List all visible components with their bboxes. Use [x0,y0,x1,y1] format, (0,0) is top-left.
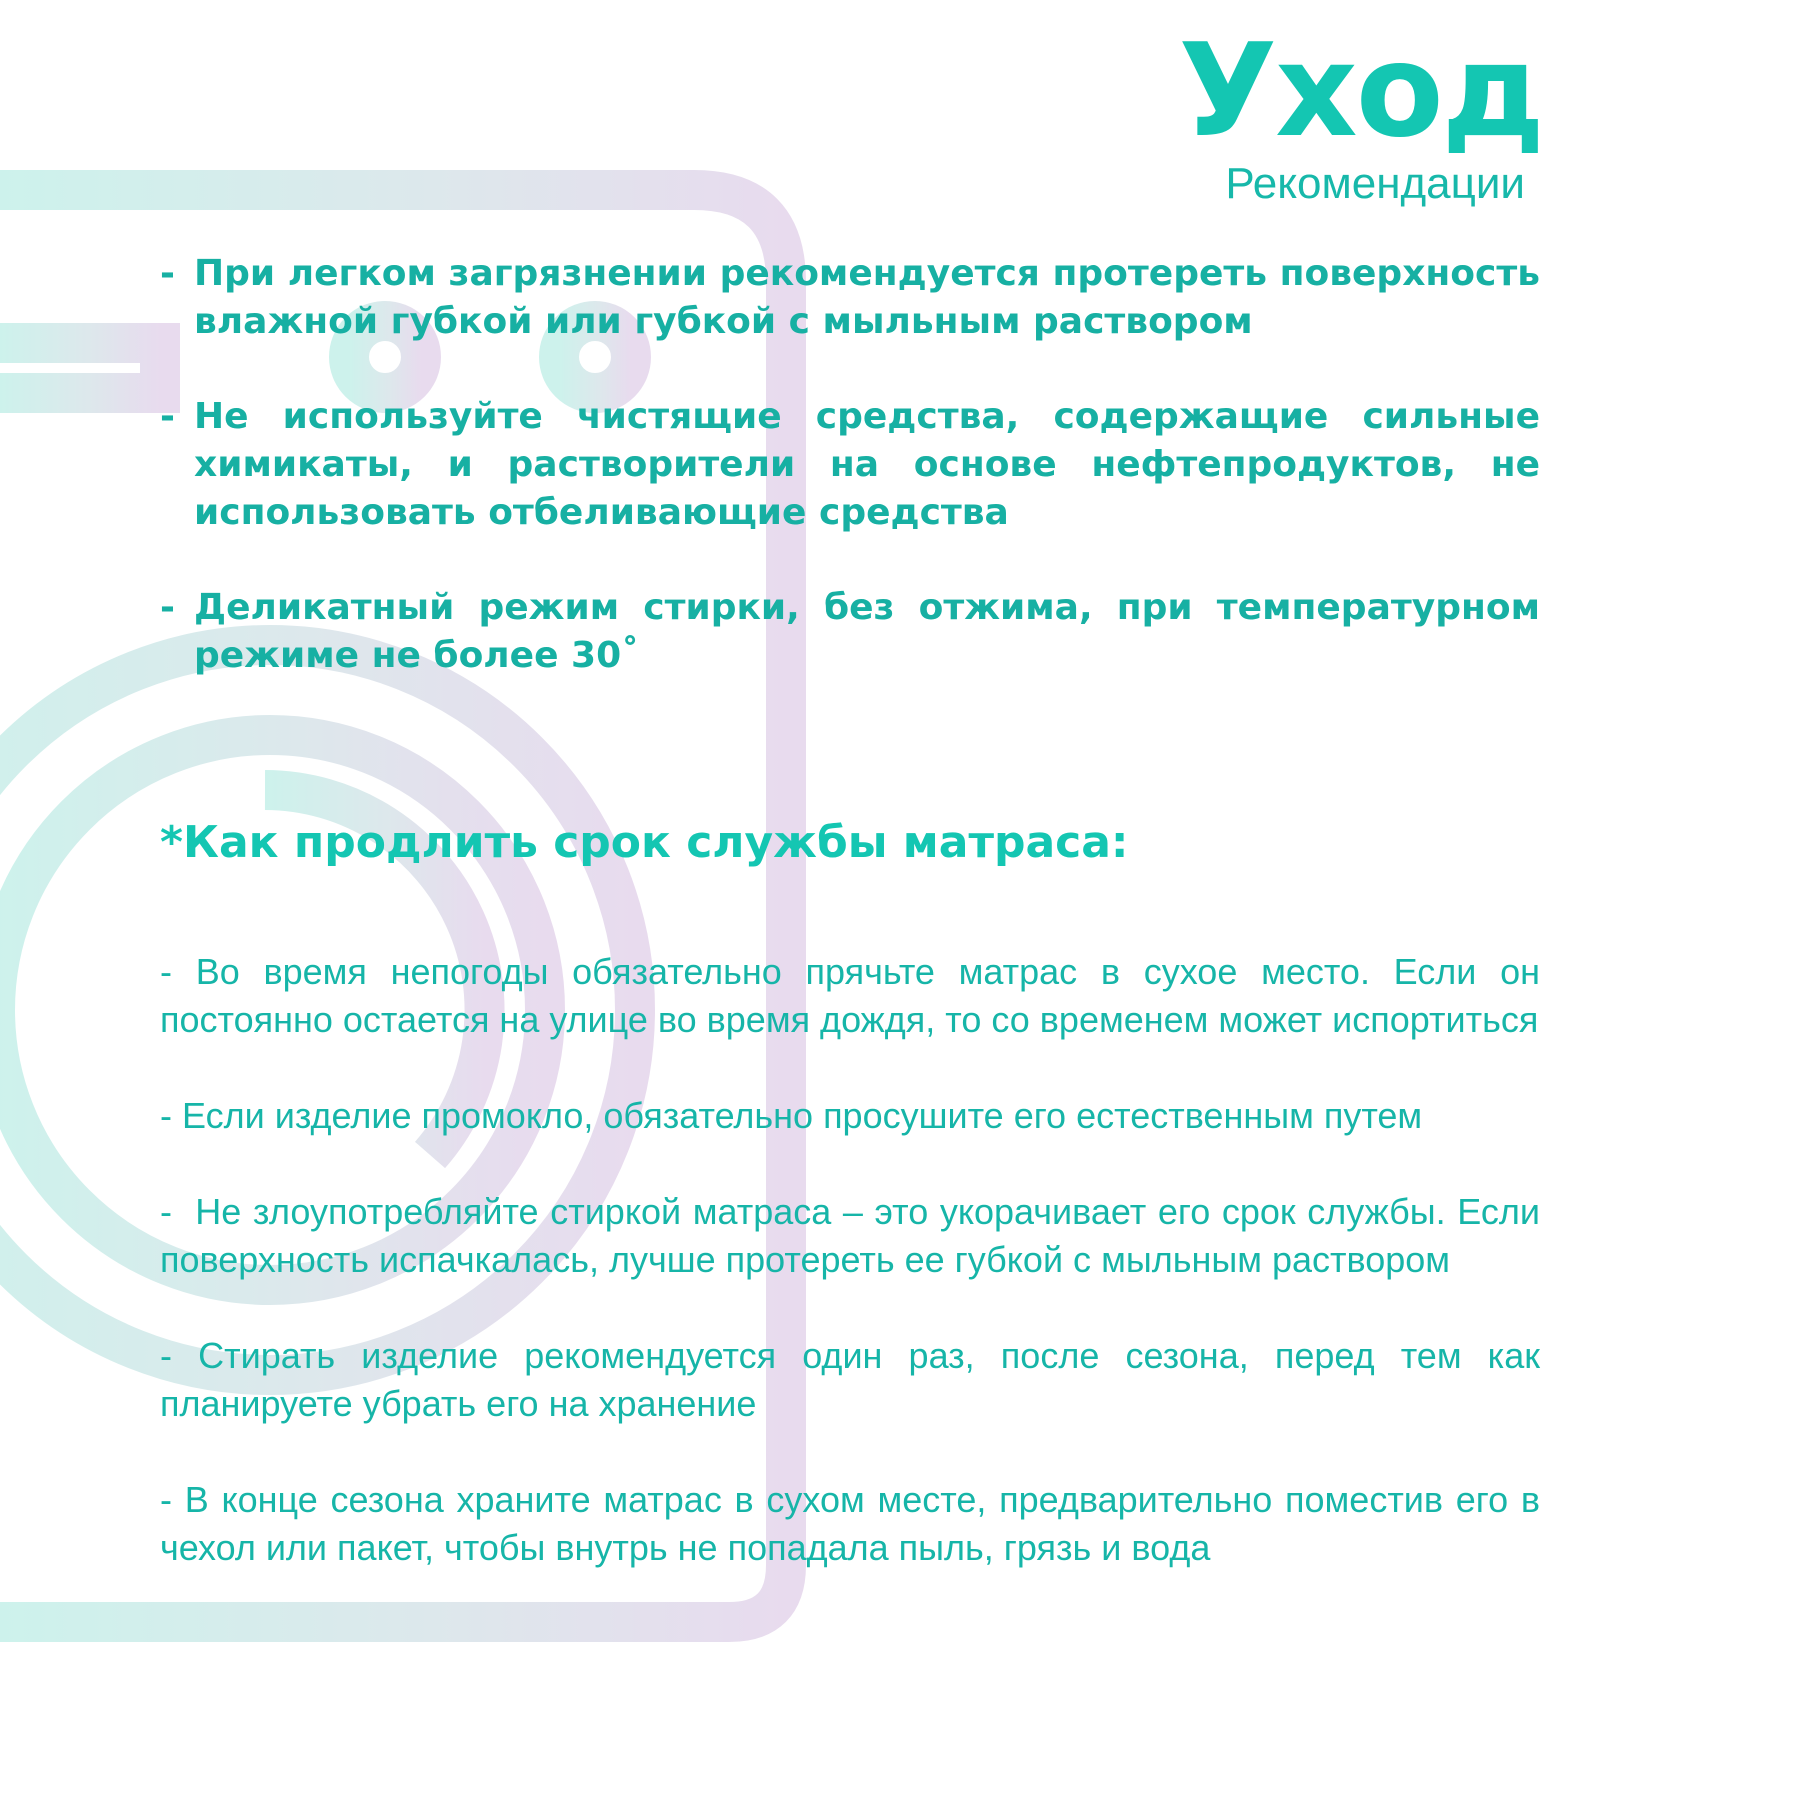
page-subtitle: Рекомендации [1225,159,1525,208]
section-heading: *Как продлить срок службы матраса: [160,817,1129,868]
tip-item: - Не злоупотребляйте стиркой матраса – это укорачивает его срок службы. Если поверхность испачкалась, лучше протереть ее губкой с мыльным раствором [160,1191,1551,1280]
tip-item: - Стирать изделие рекомендуется один раз, после сезона, перед тем как планируете убрать его на хранение [160,1335,1551,1424]
recommendation-item [160,393,1540,537]
lifespan-tips-list [160,948,1551,1572]
recommendation-item [160,250,1540,346]
list-dash: - [160,587,175,628]
recommendation-text: При легком загрязнении рекомендуется протереть поверхность влажной губкой или губкой с мыльным раствором [194,253,1540,342]
tip-item: - Если изделие промокло, обязательно просушите его естественным путем [160,1095,1423,1136]
tip-item: - Во время непогоды обязательно прячьте матрас в сухое место. Если он постоянно остается на улице во время дождя, то со временем может испортиться [160,951,1551,1040]
washer-panel-slot [0,343,160,393]
list-dash: - [160,396,175,437]
recommendation-text: Деликатный режим стирки, без отжима, при температурном режиме не более 30˚ [194,587,1540,676]
list-dash: - [160,253,175,294]
tip-item: - В конце сезона храните матрас в сухом месте, предварительно поместив его в чехол или пакет, чтобы внутрь не попадала пыль, грязь и вода [160,1479,1551,1568]
recommendation-item [160,584,1540,680]
page-title: Уход [1178,17,1543,166]
care-recommendations-list [160,250,1540,680]
recommendation-text: Не используйте чистящие средства, содержащие сильные химикаты, и растворители на основе нефтепродуктов, не использовать отбеливающие средства [194,396,1540,533]
main-content [160,250,1551,1620]
